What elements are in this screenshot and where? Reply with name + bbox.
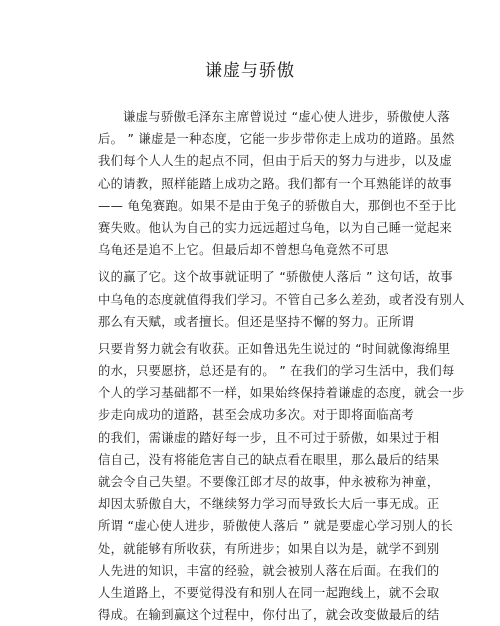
text-line: 赛失败。他认为自己的实力远远超过乌龟，以为自己睡一觉起来	[98, 220, 453, 235]
text-line: 中乌龟的态度就值得我们学习。不管自己多么差劲，或者没有别人	[98, 292, 465, 307]
document-body	[98, 106, 465, 626]
text-line: 只要肯努力就会有收获。正如鲁迅先生说过的 “时间就像海绵里	[98, 341, 451, 356]
text-line: 的我们，需谦虚的踏好每一步，且不可过于骄傲，如果过于相	[98, 430, 440, 445]
text-line: 信自己，没有将能危害自己的缺点看在眼里，那么最后的结果	[98, 452, 440, 467]
text-line: 个人的学习基础都不一样，如果始终保持着谦虚的态度，就会一步	[98, 386, 465, 401]
text-line: 心的请教，照样能踏上成功之路。我们都有一个耳熟能详的故事	[98, 176, 453, 191]
text-line: 所谓 “虚心使人进步，骄傲使人落后 ” 就是要虚心学习别人的长	[98, 519, 454, 534]
text-line: 人生道路上，不要觉得没有和别人在同一起跑线上，就不会取	[98, 585, 440, 600]
text-line: 的水，只要愿挤，总还是有的。 ” 在我们的学习生活中，我们每	[98, 364, 455, 379]
text-line: 步走向成功的道路，甚至会成功多次。对于即将面临高考	[98, 408, 415, 423]
text-line: —— 龟兔赛跑。如果不是由于兔子的骄傲自大，那倒也不至于比	[98, 198, 457, 213]
document-title: 谦虚与骄傲	[205, 61, 295, 81]
text-line: 那么有天赋，或者擅长。但还是坚持不懈的努力。正所谓	[98, 314, 415, 329]
text-line: 却因太骄傲自大，不继续努力学习而导致长大后一事无成。正	[98, 497, 440, 512]
text-line: 人先进的知识，丰富的经验，就会被别人落在后面。在我们的	[98, 563, 440, 578]
text-line: 议的赢了它。这个故事就证明了 “骄傲使人落后 ” 这句话，故事	[98, 270, 454, 285]
text-line: 乌龟还是追不上它。但最后却不曾想乌龟竟然不可思	[98, 243, 389, 258]
text-line: 我们每个人人生的起点不同，但由于后天的努力与进步，以及虚	[98, 154, 453, 169]
text-line: 得成。在输到赢这个过程中，你付出了，就会改变做最后的结	[98, 608, 440, 623]
text-line: 后。 ” 谦虚是一种态度，它能一步步带你走上成功的道路。虽然	[98, 132, 455, 147]
text-line: 处，就能够有所收获，有所进步；如果自以为是，就学不到别	[98, 541, 440, 556]
text-line: 谦虚与骄傲毛泽东主席曾说过 “虚心使人进步，骄傲使人落	[123, 110, 451, 124]
text-line: 就会令自己失望。不要像江郎才尽的故事，仲永被称为神童，	[98, 475, 440, 489]
